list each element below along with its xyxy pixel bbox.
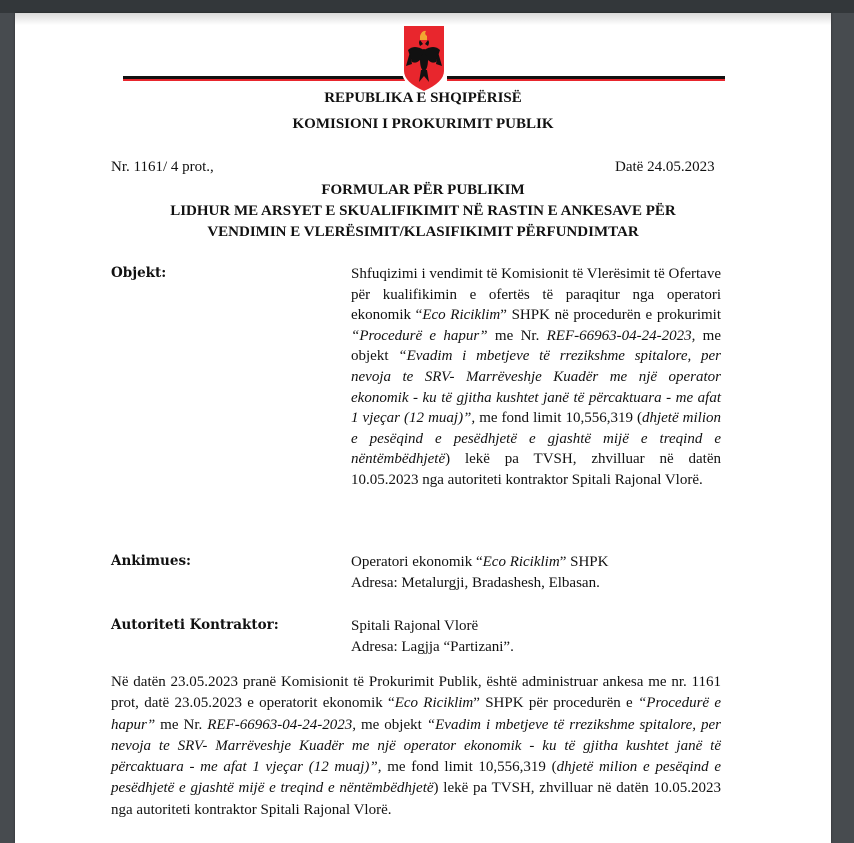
autoriteti-label: Autoriteti Kontraktor: [111, 617, 279, 633]
ankimues-label: Ankimues: [111, 553, 192, 569]
republic-heading: REPUBLIKA E SHQIPËRISË [324, 90, 522, 106]
protocol-number: Nr. 1161/ 4 prot., [111, 159, 214, 175]
form-title [15, 180, 831, 243]
ankimues-operator: Operatori ekonomik “Eco Riciklim” SHPK [351, 554, 609, 570]
header-rule-right [447, 76, 725, 81]
form-title-line-1: FORMULAR PËR PUBLIKIM [321, 182, 525, 198]
document-page [15, 13, 831, 843]
form-title-line-2: LIDHUR ME ARSYET E SKUALIFIKIMIT NË RASTIN E ANKESAVE PËR [170, 203, 676, 219]
autoriteti-address: Adresa: Lagjja “Partizani”. [351, 639, 514, 655]
autoriteti-details [351, 616, 514, 658]
body-paragraph: Në datën 23.05.2023 pranë Komisionit të Prokurimit Publik, është administruar ankesa me nr. 1161 prot, datë 23.05.2023 e operatorit ekonomik “Eco Riciklim” SHPK për procedurën e “Procedurë e hapur” me Nr. REF-66963-04-24-2023, me objekt “Evadim i mbetjeve të rrezikshme spitalore, per nevoja te SRV- Marrëveshje Kuadër me një operator ekonomik - ku të gjitha kushtet janë të përcaktuara - me afat 1 vjeçar (12 muaj)”, me fond limit 10,556,319 (dhjetë milion e pesëqind e pesëdhjetë e gjashtë mijë e treqind e nëntëmbëdhjetë) lekë pa TVSH, zhvilluar në datën 10.05.2023 nga autoriteti kontraktor Spitali Rajonal Vlorë. [111, 674, 722, 818]
header-rule-left [123, 76, 405, 81]
autoriteti-name: Spitali Rajonal Vlorë [351, 618, 479, 634]
form-title-line-3: VENDIMIN E VLERËSIMIT/KLASIFIKIMIT PËRFUNDIMTAR [207, 224, 639, 240]
objekt-label: Objekt: [111, 265, 167, 281]
objekt-text: Shfuqizimi i vendimit të Komisionit të Vlerësimit të Ofertave për kualifikimin e ofertës të paraqitur nga operatori ekonomik “Eco Riciklim” SHPK në procedurën e prokurimit “Procedurë e hapur” me Nr. REF-66963-04-24-2023, me objekt “Evadim i mbetjeve të rrezikshme spitalore, per nevoja te SRV- Marrëveshje Kuadër me një operator ekonomik - ku të gjitha kushtet janë të përcaktuara - me afat 1 vjeçar (12 muaj)”, me fond limit 10,556,319 (dhjetë milion e pesëqind e pesëdhjetë e gjashtë mijë e treqind e nëntëmbëdhjetë) lekë pa TVSH, zhvilluar në datën 10.05.2023 nga autoriteti kontraktor Spitali Rajonal Vlorë. [351, 266, 722, 488]
viewer-toolbar [0, 0, 854, 13]
document-date: Datë 24.05.2023 [615, 159, 715, 175]
commission-heading: KOMISIONI I PROKURIMIT PUBLIK [292, 116, 554, 132]
albania-coat-of-arms-icon [400, 22, 448, 96]
ankimues-address: Adresa: Metalurgji, Bradashesh, Elbasan. [351, 575, 600, 591]
ankimues-details [351, 552, 608, 594]
